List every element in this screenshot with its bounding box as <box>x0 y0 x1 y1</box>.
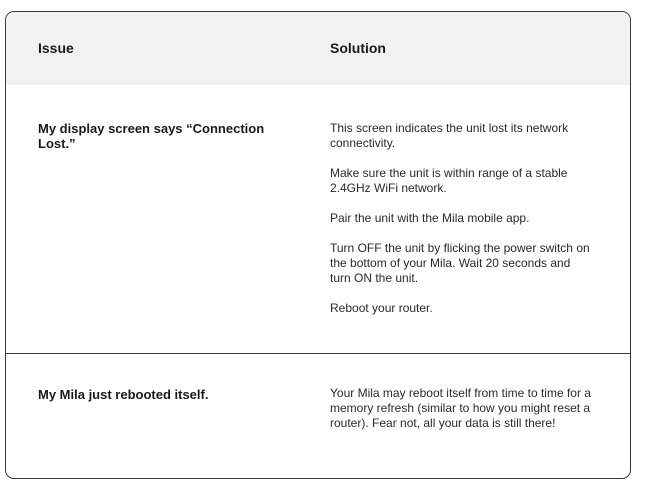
solution-item: This screen indicates the unit lost its network connectivity. <box>330 121 569 150</box>
solution-item: Turn OFF the unit by flicking the power switch on the bottom of your Mila. Wait 20 seconds and turn ON the unit. <box>330 241 590 285</box>
solution-column-header: Solution <box>330 40 386 56</box>
solution-item: Your Mila may reboot itself from time to time for a memory refresh (similar to how you might reset a router). Fear not, all your data is still there! <box>330 386 591 430</box>
solution-item: Pair the unit with the Mila mobile app. <box>330 211 530 225</box>
table-row <box>6 354 630 479</box>
table-row <box>6 85 630 353</box>
issue-column-header: Issue <box>38 40 74 56</box>
issue-cell: My display screen says “Connection Lost.” <box>38 121 265 151</box>
solution-cell <box>330 121 592 331</box>
solution-item: Make sure the unit is within range of a stable 2.4GHz WiFi network. <box>330 166 568 195</box>
troubleshooting-table <box>5 11 631 479</box>
solution-item: Reboot your router. <box>330 301 433 315</box>
table-header-row <box>6 12 630 85</box>
solution-cell <box>330 386 592 446</box>
issue-cell: My Mila just rebooted itself. <box>38 387 209 402</box>
